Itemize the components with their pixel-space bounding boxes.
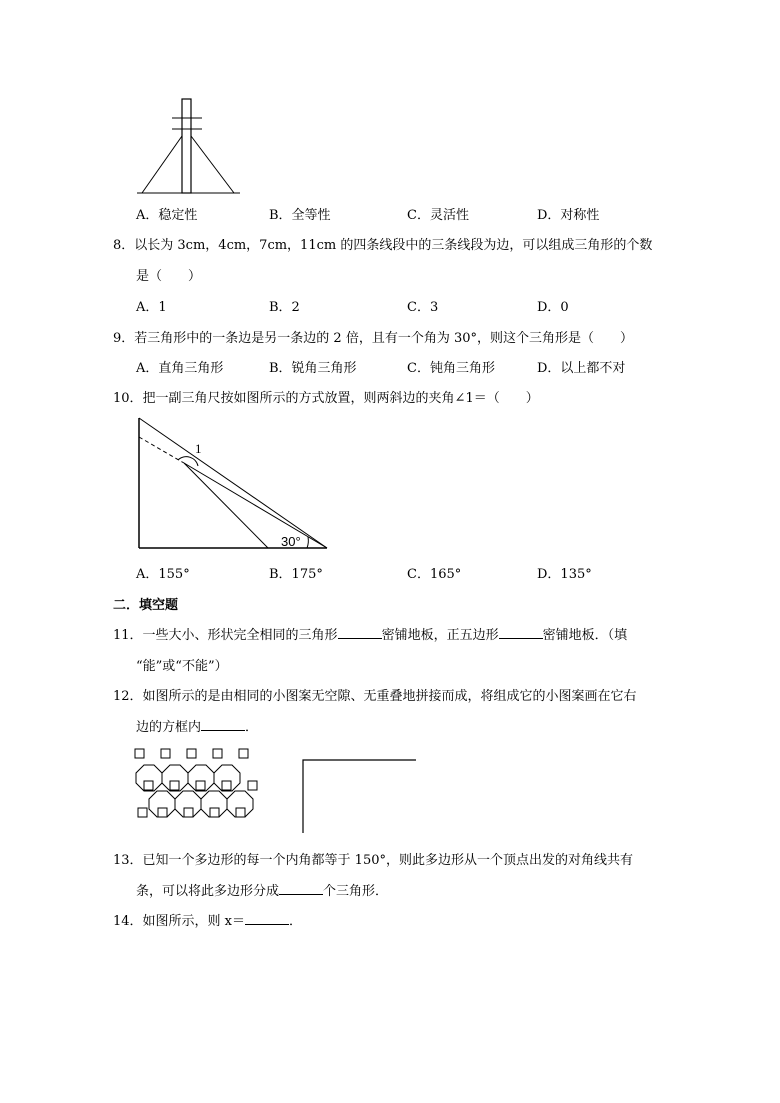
q13-question bbox=[113, 849, 633, 868]
q10-option-b: B．175° bbox=[269, 567, 323, 582]
tiling-octagon bbox=[188, 765, 214, 791]
q9-option-d: D．以上都不对 bbox=[537, 361, 626, 376]
q7-option-d: D．对称性 bbox=[537, 208, 600, 223]
q10-angle-1-label: 1 bbox=[195, 441, 202, 456]
tiling-square bbox=[158, 808, 167, 817]
tiling-square bbox=[239, 749, 248, 758]
q14-text-b: ． bbox=[289, 914, 303, 929]
tiling-square bbox=[170, 781, 179, 790]
q12-question bbox=[113, 685, 637, 704]
q7-pole-figure bbox=[136, 96, 241, 196]
q7-option-c: C．灵活性 bbox=[407, 208, 469, 223]
q9-question bbox=[113, 327, 633, 346]
q8-number: 8． bbox=[113, 238, 135, 253]
q11-text-line2: “能”或“不能”） bbox=[136, 659, 228, 674]
q12-answer-box bbox=[300, 757, 418, 833]
q13-number: 13． bbox=[113, 853, 143, 868]
q13-text-line2 bbox=[136, 880, 388, 899]
tiling-square bbox=[236, 808, 245, 817]
tiling-octagon bbox=[214, 765, 240, 791]
q9-option-b: B．锐角三角形 bbox=[269, 361, 357, 376]
q10-number: 10． bbox=[113, 391, 143, 406]
q11-blank-2[interactable] bbox=[499, 626, 543, 639]
q10-question bbox=[113, 387, 539, 406]
q13-text2-b: 个三角形． bbox=[323, 884, 389, 899]
q11-number: 11． bbox=[113, 628, 143, 643]
q12-text: 如图所示的是由相同的小图案无空隙、无重叠地拼接而成，将组成它的小图案画在它右 bbox=[142, 689, 637, 704]
q7-option-b: B．全等性 bbox=[269, 208, 331, 223]
tiling-square bbox=[196, 781, 205, 790]
tiling-square bbox=[187, 749, 196, 758]
q8-question bbox=[113, 234, 652, 253]
q12-tiling-figure bbox=[132, 747, 267, 827]
tiling-square bbox=[135, 749, 144, 758]
tiling-square bbox=[144, 781, 153, 790]
q14-text-a: 如图所示，则 x＝ bbox=[142, 914, 246, 929]
q8-text-line2: 是（ ） bbox=[136, 269, 202, 284]
tiling-octagon bbox=[136, 765, 162, 791]
q9-text: 若三角形中的一条边是另一条边的 2 倍，且有一个角为 30°，则这个三角形是（ ） bbox=[134, 331, 633, 346]
q12-text-line2 bbox=[136, 716, 258, 735]
tiling-square bbox=[161, 749, 170, 758]
q9-option-a: A．直角三角形 bbox=[136, 361, 224, 376]
tiling-octagon bbox=[201, 791, 227, 817]
q11-text-b: 密铺地板，正五边形 bbox=[381, 628, 499, 643]
tiling-square bbox=[222, 781, 231, 790]
q8-option-d: D．0 bbox=[537, 300, 569, 315]
q11-blank-1[interactable] bbox=[338, 626, 382, 639]
tiling-square bbox=[138, 808, 147, 817]
q7-option-a: A．稳定性 bbox=[136, 208, 198, 223]
q11-text-c: 密铺地板．（填 bbox=[542, 628, 628, 643]
tiling-square bbox=[210, 808, 219, 817]
q10-option-c: C．165° bbox=[407, 567, 462, 582]
q10-triangle-figure bbox=[136, 415, 331, 555]
tiling-octagon bbox=[162, 765, 188, 791]
q8-text: 以长为 3cm，4cm，7cm，11cm 的四条线段中的三条线段为边，可以组成三角形的个数 bbox=[134, 238, 653, 253]
q10-text: 把一副三角尺按如图所示的方式放置，则两斜边的夹角∠1＝（ ） bbox=[142, 391, 539, 406]
q13-blank[interactable] bbox=[279, 882, 323, 895]
q10-option-a: A．155° bbox=[136, 567, 190, 582]
q13-text: 已知一个多边形的每一个内角都等于 150°，则此多边形从一个顶点出发的对角线共有 bbox=[142, 853, 633, 868]
q11-text-a: 一些大小、形状完全相同的三角形 bbox=[142, 628, 338, 643]
q13-text2-a: 条，可以将此多边形分成 bbox=[136, 884, 280, 899]
q14-blank[interactable] bbox=[245, 912, 289, 925]
tiling-square bbox=[184, 808, 193, 817]
tiling-octagon bbox=[227, 791, 253, 817]
q10-option-d: D．135° bbox=[537, 567, 592, 582]
q8-option-b: B．2 bbox=[269, 300, 300, 315]
q10-angle-30-label: 30° bbox=[281, 534, 301, 549]
q12-number: 12． bbox=[113, 689, 143, 704]
q12-text2-a: 边的方框内 bbox=[136, 720, 202, 735]
tiling-octagon bbox=[175, 791, 201, 817]
q14-number: 14． bbox=[113, 914, 143, 929]
tiling-square bbox=[213, 749, 222, 758]
section-2-title: 二．填空题 bbox=[113, 598, 179, 613]
q9-option-c: C．钝角三角形 bbox=[407, 361, 495, 376]
q8-option-a: A．1 bbox=[136, 300, 167, 315]
q12-blank[interactable] bbox=[201, 718, 245, 731]
tiling-square bbox=[248, 781, 257, 790]
q8-option-c: C．3 bbox=[407, 300, 439, 315]
q11-question bbox=[113, 624, 627, 643]
q12-text2-b: ． bbox=[245, 720, 259, 735]
q14-question bbox=[113, 910, 302, 929]
tiling-octagon bbox=[149, 791, 175, 817]
q9-number: 9． bbox=[113, 331, 135, 346]
